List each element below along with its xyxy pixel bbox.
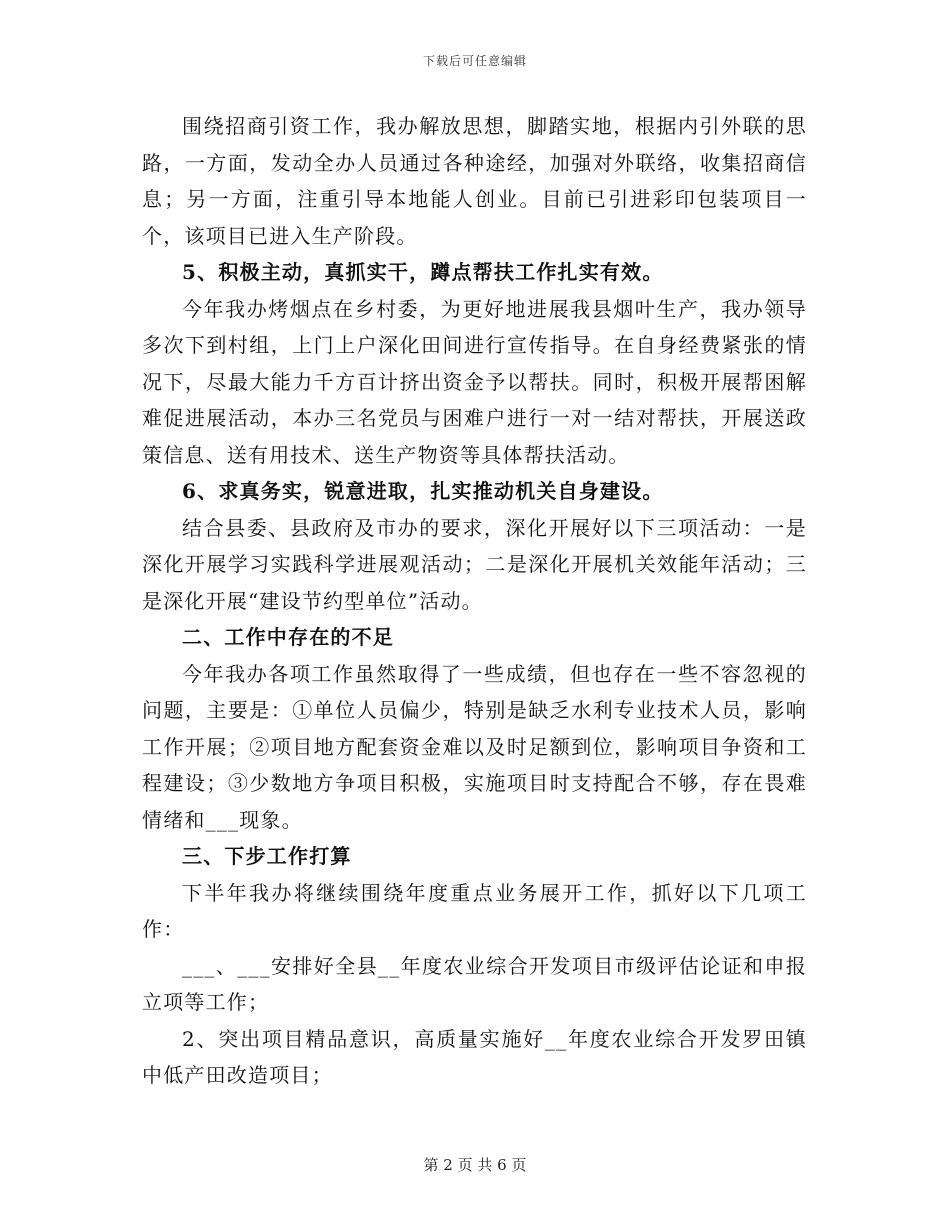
document-body <box>142 108 807 1094</box>
heading-point-6: 6、求真务实，锐意进取，扎实推动机关自身建设。 <box>182 479 664 503</box>
paragraph-plan-item-1: ___、___安排好全县__年度农业综合开发项目市级评估论证和申报立项等工作； <box>142 953 807 1014</box>
heading-shortcomings: 二、工作中存在的不足 <box>182 625 394 649</box>
paragraph-investment: 围绕招商引资工作，我办解放思想，脚踏实地，根据内引外联的思路，一方面，发动全办人员通过各种途经，加强对外联络，收集招商信息；另一方面，注重引导本地能人创业。目前已引进彩印包装项目一个，该项目已进入生产阶段。 <box>142 114 807 248</box>
page-footer: 第 2 页 共 6 页 <box>423 1156 527 1174</box>
page-header: 下载后可任意编辑 <box>422 54 527 68</box>
paragraph-plan-item-2: 2、突出项目精品意识，高质量实施好__年度农业综合开发罗田镇中低产田改造项目； <box>142 1026 807 1087</box>
paragraph-activities: 结合县委、县政府及市办的要求，深化开展好以下三项活动：一是深化开展学习实践科学进展观活动；二是深化开展机关效能年活动；三是深化开展“建设节约型单位”活动。 <box>142 515 807 613</box>
heading-point-5: 5、积极主动，真抓实干，蹲点帮扶工作扎实有效。 <box>182 260 664 284</box>
heading-next-plan: 三、下步工作打算 <box>182 844 352 868</box>
paragraph-plan-intro: 下半年我办将继续围绕年度重点业务展开工作，抓好以下几项工作： <box>142 880 807 941</box>
paragraph-assistance: 今年我办烤烟点在乡村委，为更好地进展我县烟叶生产，我办领导多次下到村组，上门上户深化田间进行宣传指导。在自身经费紧张的情况下，尽最大能力千方百计挤出资金予以帮扶。同时，积极开展帮困解难促进展活动，本办三名党员与困难户进行一对一结对帮扶，开展送政策信息、送有用技术、送生产物资等具体帮扶活动。 <box>142 296 807 467</box>
paragraph-problems: 今年我办各项工作虽然取得了一些成绩，但也存在一些不容忽视的问题，主要是：①单位人员偏少，特别是缺乏水利专业技术人员，影响工作开展；②项目地方配套资金难以及时足额到位，影响项目争资和工程建设；③少数地方争项目积极，实施项目时支持配合不够，存在畏难情绪和___现象。 <box>142 661 807 832</box>
